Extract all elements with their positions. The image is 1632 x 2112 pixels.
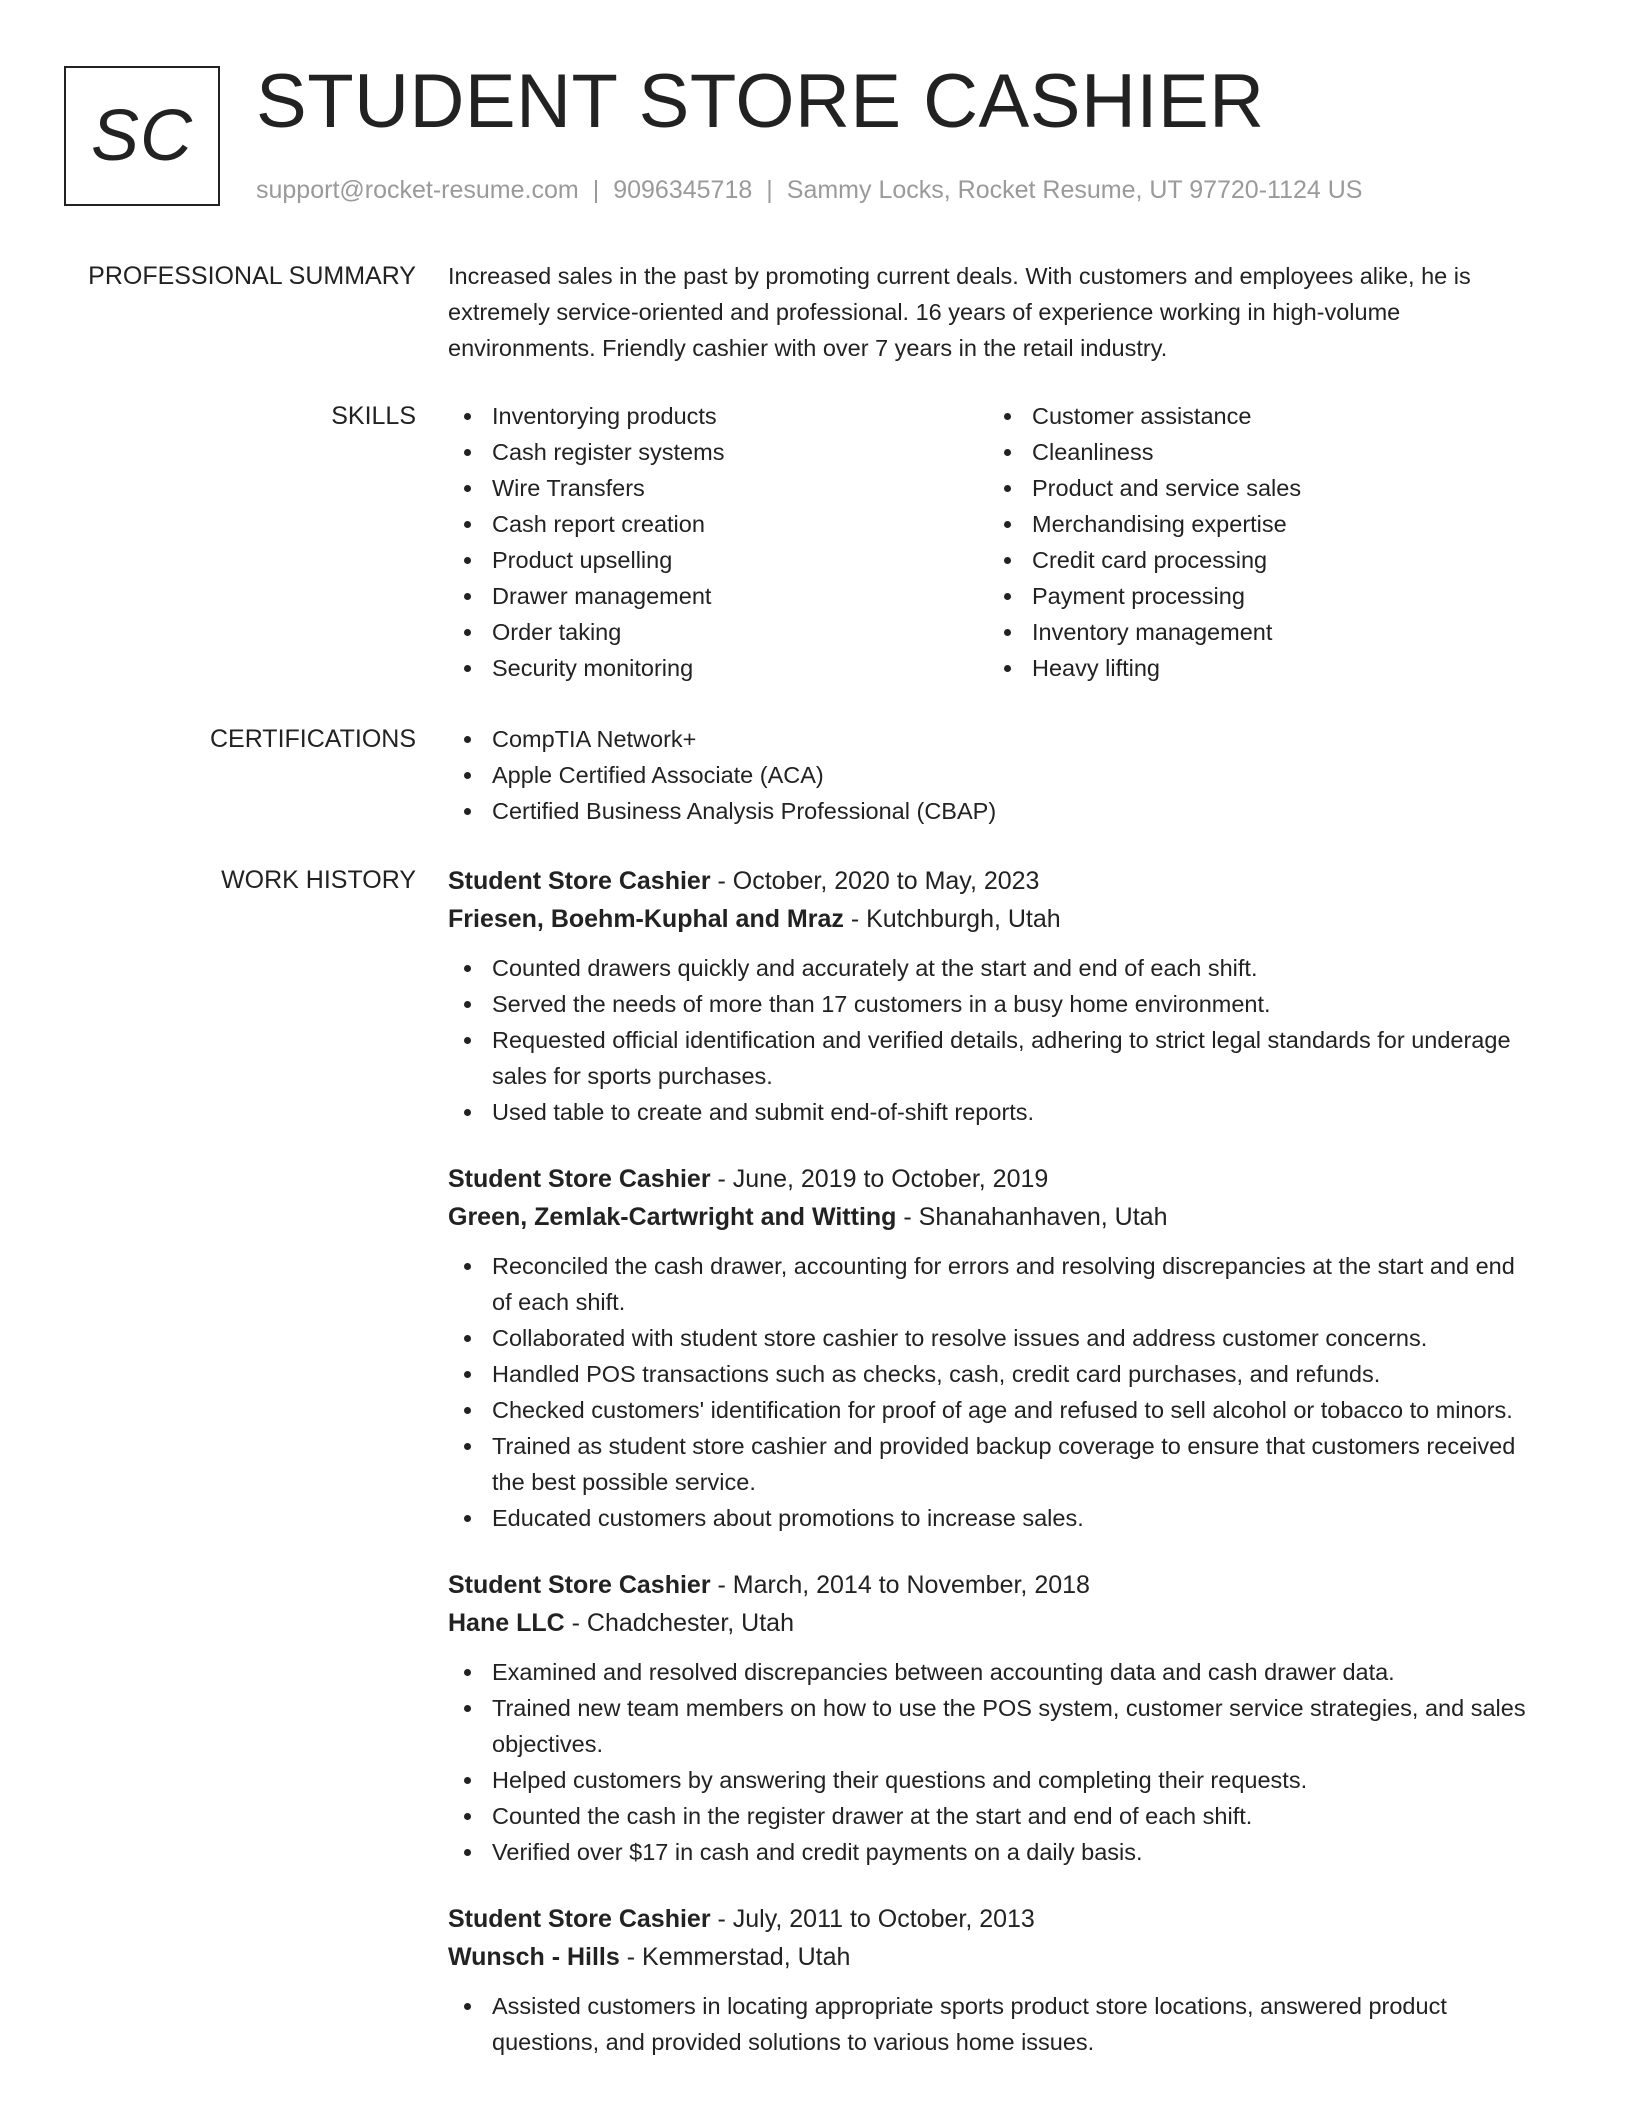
job-bullet: Verified over $17 in cash and credit payments on a daily basis. <box>448 1834 1528 1870</box>
skill-item: Drawer management <box>448 578 988 614</box>
contact-separator: | <box>766 176 773 204</box>
job-entry <box>448 1900 1528 2060</box>
certification-item: Certified Business Analysis Professional (CBAP) <box>448 793 1528 829</box>
job-company-line <box>448 1604 1528 1642</box>
certification-item: CompTIA Network+ <box>448 721 1528 757</box>
job-company: Green, Zemlak-Cartwright and Witting <box>448 1203 897 1231</box>
contact-address: Sammy Locks, Rocket Resume, UT 97720-1124 US <box>786 176 1363 204</box>
section-label-work-history: WORK HISTORY <box>221 866 416 894</box>
job-bullet: Reconciled the cash drawer, accounting for errors and resolving discrepancies at the start and end of each shift. <box>448 1248 1528 1320</box>
job-title: Student Store Cashier <box>448 867 711 895</box>
job-bullet: Checked customers' identification for proof of age and refused to sell alcohol or tobacco to minors. <box>448 1392 1528 1428</box>
job-bullet: Trained as student store cashier and provided backup coverage to ensure that customers received the best possible service. <box>448 1428 1528 1500</box>
job-entry <box>448 1160 1528 1536</box>
job-company: Friesen, Boehm-Kuphal and Mraz <box>448 905 844 933</box>
job-title: Student Store Cashier <box>448 1165 711 1193</box>
job-title-line <box>448 1160 1528 1198</box>
job-bullet: Collaborated with student store cashier to resolve issues and address customer concerns. <box>448 1320 1528 1356</box>
job-company-line <box>448 900 1528 938</box>
job-title-line <box>448 1900 1528 1938</box>
job-title: Student Store Cashier <box>448 1905 711 1933</box>
job-bullets <box>448 1654 1528 1870</box>
skill-item: Cash report creation <box>448 506 988 542</box>
job-title: Student Store Cashier <box>448 1571 711 1599</box>
section-label-summary: PROFESSIONAL SUMMARY <box>88 262 416 290</box>
job-bullet: Used table to create and submit end-of-shift reports. <box>448 1094 1528 1130</box>
skill-item: Security monitoring <box>448 650 988 686</box>
job-bullet: Trained new team members on how to use the POS system, customer service strategies, and sales objectives. <box>448 1690 1528 1762</box>
contact-phone[interactable]: 9096345718 <box>613 176 753 204</box>
job-entry <box>448 1566 1528 1870</box>
job-location: - Shanahanhaven, Utah <box>896 1203 1168 1231</box>
job-dates: - October, 2020 to May, 2023 <box>710 867 1040 895</box>
job-company: Wunsch - Hills <box>448 1943 620 1971</box>
job-bullet: Requested official identification and verified details, adhering to strict legal standards for underage sales for sports purchases. <box>448 1022 1528 1094</box>
contact-line <box>256 174 1362 206</box>
job-bullet: Counted the cash in the register drawer at the start and end of each shift. <box>448 1798 1528 1834</box>
skill-item: Customer assistance <box>988 398 1528 434</box>
job-bullet: Served the needs of more than 17 customers in a busy home environment. <box>448 986 1528 1022</box>
contact-email[interactable]: support@rocket-resume.com <box>256 176 579 204</box>
job-bullets <box>448 1988 1528 2060</box>
skill-item: Cleanliness <box>988 434 1528 470</box>
work-history-body <box>448 862 1528 2090</box>
section-label-certifications: CERTIFICATIONS <box>209 725 416 753</box>
skills-body <box>448 398 1528 686</box>
contact-separator: | <box>592 176 600 204</box>
skill-item: Cash register systems <box>448 434 988 470</box>
job-bullet: Handled POS transactions such as checks, cash, credit card purchases, and refunds. <box>448 1356 1528 1392</box>
job-bullet: Educated customers about promotions to increase sales. <box>448 1500 1528 1536</box>
skills-list-right <box>988 398 1528 686</box>
skill-item: Inventorying products <box>448 398 988 434</box>
skill-item: Product upselling <box>448 542 988 578</box>
job-title-line <box>448 1566 1528 1604</box>
job-bullets <box>448 1248 1528 1536</box>
skill-item: Heavy lifting <box>988 650 1528 686</box>
job-company: Hane LLC <box>448 1609 565 1637</box>
skill-item: Product and service sales <box>988 470 1528 506</box>
job-dates: - July, 2011 to October, 2013 <box>710 1905 1035 1933</box>
job-bullet: Counted drawers quickly and accurately at the start and end of each shift. <box>448 950 1528 986</box>
skill-item: Order taking <box>448 614 988 650</box>
job-company-line <box>448 1198 1528 1236</box>
job-location: - Kutchburgh, Utah <box>843 905 1061 933</box>
job-bullet: Helped customers by answering their questions and completing their requests. <box>448 1762 1528 1798</box>
job-bullets <box>448 950 1528 1130</box>
summary-text: Increased sales in the past by promoting current deals. With customers and employees alike, he is extremely service-oriented and professional. 16 years of experience working in high-volume environments. Friendly cashier with over 7 years in the retail industry. <box>448 263 1471 361</box>
job-bullet: Assisted customers in locating appropriate sports product store locations, answered product questions, and provided solutions to various home issues. <box>448 1988 1528 2060</box>
job-company-line <box>448 1938 1528 1976</box>
section-label-skills: SKILLS <box>331 402 416 430</box>
skill-item: Credit card processing <box>988 542 1528 578</box>
skill-item: Wire Transfers <box>448 470 988 506</box>
skill-item: Payment processing <box>988 578 1528 614</box>
job-location: - Chadchester, Utah <box>564 1609 794 1637</box>
job-location: - Kemmerstad, Utah <box>619 1943 851 1971</box>
skill-item: Merchandising expertise <box>988 506 1528 542</box>
certifications-body <box>448 721 1528 829</box>
certification-item: Apple Certified Associate (ACA) <box>448 757 1528 793</box>
job-dates: - March, 2014 to November, 2018 <box>710 1571 1090 1599</box>
skill-item: Inventory management <box>988 614 1528 650</box>
job-dates: - June, 2019 to October, 2019 <box>710 1165 1049 1193</box>
page-title: STUDENT STORE CASHIER <box>256 59 1265 144</box>
certifications-list <box>448 721 1528 829</box>
monogram-logo: SC <box>64 66 220 206</box>
job-bullet: Examined and resolved discrepancies between accounting data and cash drawer data. <box>448 1654 1528 1690</box>
job-entry <box>448 862 1528 1130</box>
job-title-line <box>448 862 1528 900</box>
skills-list-left <box>448 398 988 686</box>
